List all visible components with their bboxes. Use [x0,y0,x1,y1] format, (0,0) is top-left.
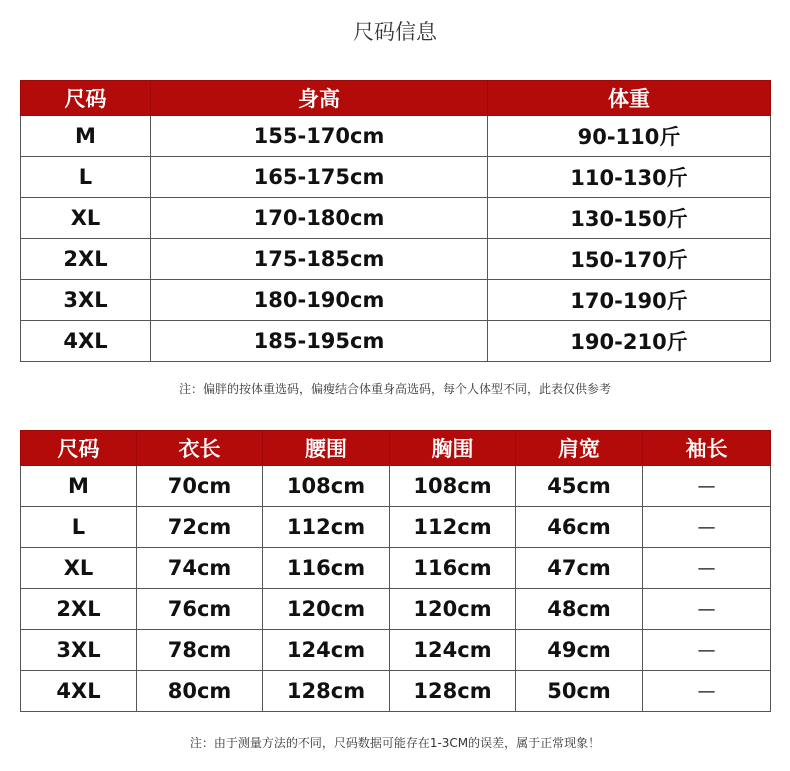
table-row [21,239,771,280]
cell-height: 170-180cm [151,198,488,239]
table-row [21,157,771,198]
table-header-row [21,431,771,466]
cell-sleeve: — [643,589,771,630]
cell-size: 4XL [21,321,151,362]
cell-sleeve: — [643,507,771,548]
table-row [21,280,771,321]
cell-chest: 128cm [390,671,516,712]
cell-height: 165-175cm [151,157,488,198]
cell-sleeve: — [643,466,771,507]
cell-size: 2XL [21,239,151,280]
page-title: 尺码信息 [353,20,437,44]
cell-length: 70cm [137,466,263,507]
cell-waist: 108cm [263,466,390,507]
header-height: 身高 [151,81,488,116]
cell-waist: 112cm [263,507,390,548]
cell-weight: 150-170斤 [488,239,771,280]
cell-weight: 170-190斤 [488,280,771,321]
cell-size: M [21,116,151,157]
table-row [21,321,771,362]
cell-length: 74cm [137,548,263,589]
cell-size: 3XL [21,630,137,671]
cell-length: 78cm [137,630,263,671]
cell-shoulder: 48cm [516,589,643,630]
cell-waist: 120cm [263,589,390,630]
cell-shoulder: 46cm [516,507,643,548]
cell-height: 180-190cm [151,280,488,321]
table-row [21,466,771,507]
size-selection-note: 注：偏胖的按体重选码，偏瘦结合体重身高选码，每个人体型不同，此表仅供参考 [178,382,611,396]
cell-length: 72cm [137,507,263,548]
header-shoulder: 肩宽 [516,431,643,466]
measurement-error-note: 注：由于测量方法的不同，尺码数据可能存在1-3CM的误差，属于正常现象！ [189,736,601,750]
cell-chest: 108cm [390,466,516,507]
cell-chest: 116cm [390,548,516,589]
cell-waist: 116cm [263,548,390,589]
table-row [21,548,771,589]
cell-size: L [21,507,137,548]
cell-size: 3XL [21,280,151,321]
cell-size: L [21,157,151,198]
table-row [21,507,771,548]
header-weight: 体重 [488,81,771,116]
table-row [21,198,771,239]
cell-chest: 120cm [390,589,516,630]
cell-length: 80cm [137,671,263,712]
header-length: 衣长 [137,431,263,466]
cell-height: 175-185cm [151,239,488,280]
cell-size: XL [21,198,151,239]
cell-chest: 124cm [390,630,516,671]
cell-chest: 112cm [390,507,516,548]
table-header-row [21,81,771,116]
cell-size: M [21,466,137,507]
header-size: 尺码 [21,81,151,116]
header-waist: 腰围 [263,431,390,466]
header-chest: 胸围 [390,431,516,466]
cell-shoulder: 49cm [516,630,643,671]
cell-weight: 190-210斤 [488,321,771,362]
table-row [21,671,771,712]
cell-weight: 110-130斤 [488,157,771,198]
cell-sleeve: — [643,630,771,671]
cell-shoulder: 50cm [516,671,643,712]
cell-sleeve: — [643,671,771,712]
cell-size: 4XL [21,671,137,712]
cell-shoulder: 47cm [516,548,643,589]
cell-sleeve: — [643,548,771,589]
table-row [21,630,771,671]
header-sleeve: 袖长 [643,431,771,466]
cell-height: 185-195cm [151,321,488,362]
cell-shoulder: 45cm [516,466,643,507]
cell-size: XL [21,548,137,589]
table-row [21,589,771,630]
size-height-weight-table [20,80,771,362]
cell-waist: 124cm [263,630,390,671]
table-row [21,116,771,157]
cell-length: 76cm [137,589,263,630]
cell-waist: 128cm [263,671,390,712]
cell-weight: 90-110斤 [488,116,771,157]
cell-height: 155-170cm [151,116,488,157]
cell-size: 2XL [21,589,137,630]
garment-measurement-table [20,430,771,712]
header-size: 尺码 [21,431,137,466]
cell-weight: 130-150斤 [488,198,771,239]
